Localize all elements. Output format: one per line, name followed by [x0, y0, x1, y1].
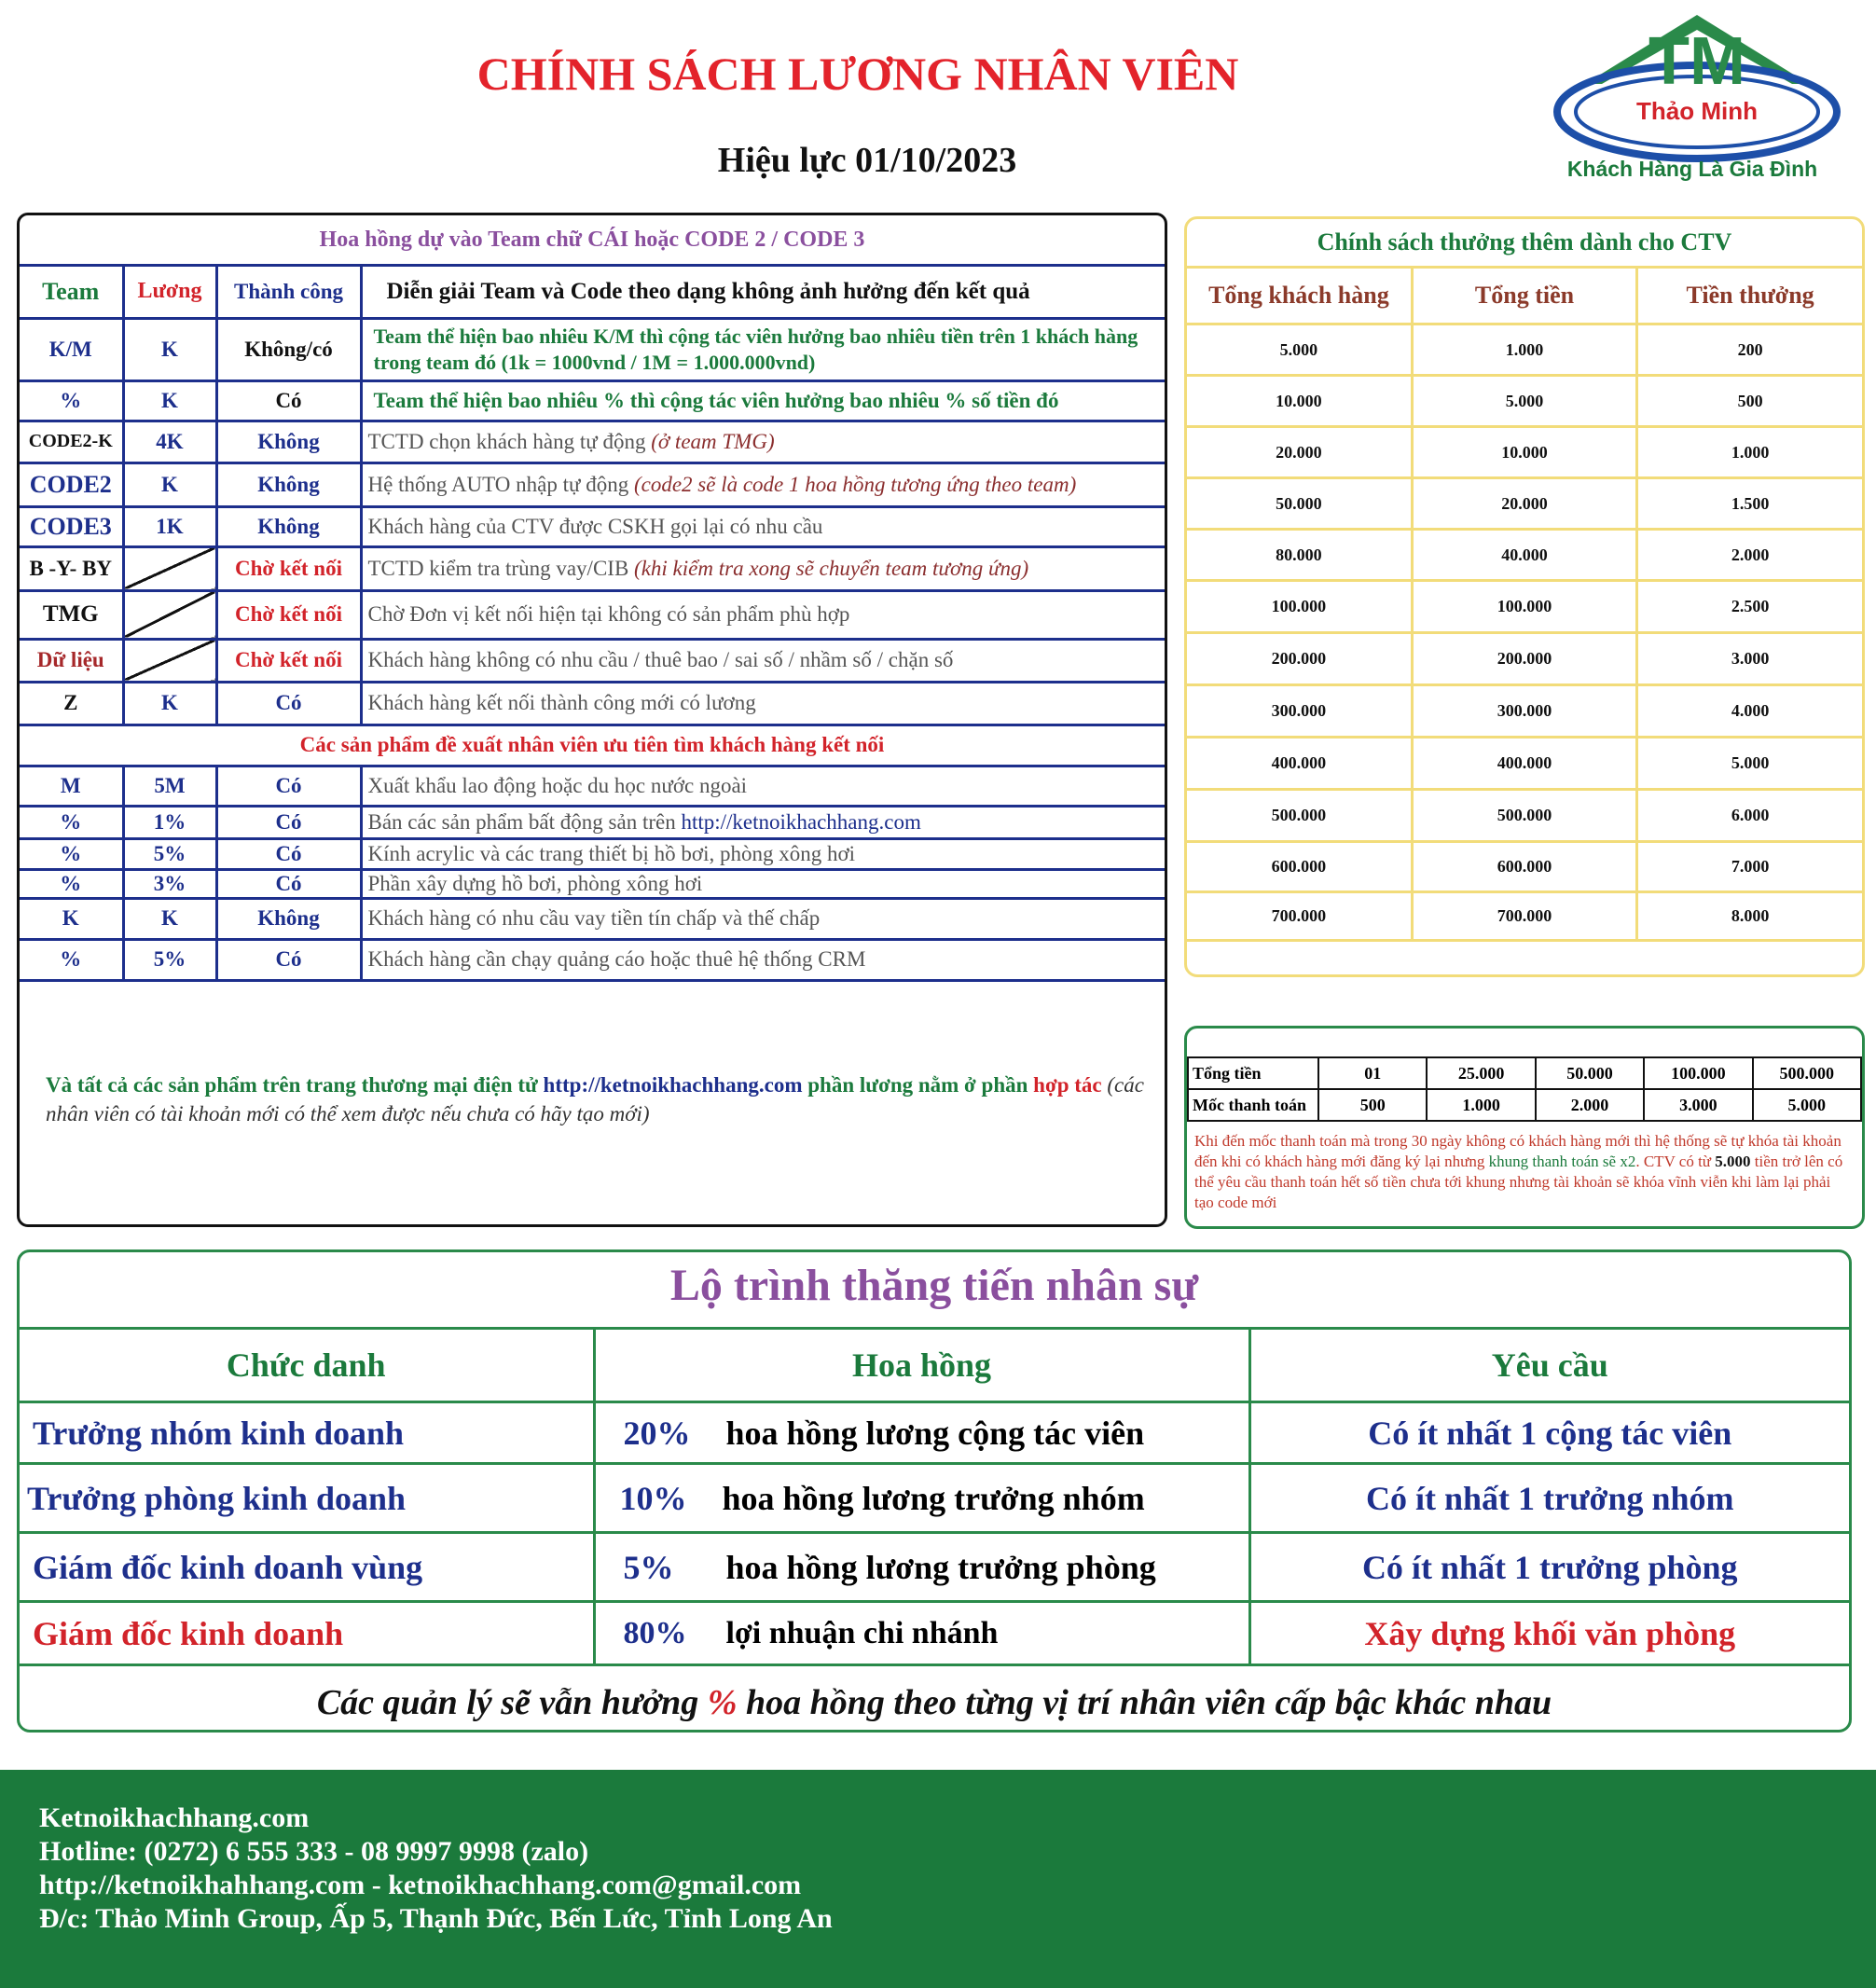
- col-requirement: Yêu cầu: [1249, 1330, 1849, 1402]
- cell-desc: Bán các sản phẩm bất động sản trên http://ketnoikhachhang.com: [361, 806, 1165, 838]
- cell-team: Dữ liệu: [20, 639, 123, 682]
- col-commission: Hoa hồng: [594, 1330, 1249, 1402]
- footer-web-email[interactable]: http://ketnoikhahhang.com - ketnoikhachhang.com@gmail.com: [39, 1870, 802, 1900]
- cell-salary: K: [123, 462, 216, 506]
- cell-salary-empty: [123, 639, 216, 682]
- table-row: [20, 838, 1165, 869]
- table-row: [20, 639, 1165, 682]
- cell-success: Không/có: [216, 318, 361, 380]
- logo-letters: TM: [1648, 24, 1745, 99]
- cell-desc: Khách hàng cần chạy quảng cáo hoặc thuê hệ thống CRM: [361, 939, 1165, 980]
- table-row: [20, 590, 1165, 639]
- cell-salary: 1%: [123, 806, 216, 838]
- col-description: Diễn giải Team và Code theo dạng không ảnh hưởng đến kết quả: [361, 267, 1165, 318]
- table-row: [20, 421, 1165, 462]
- cell-success: Có: [216, 806, 361, 838]
- cell-salary: K: [123, 682, 216, 725]
- cell-team: %: [20, 838, 123, 869]
- col-total-customers: Tổng khách hàng: [1187, 269, 1412, 324]
- cell-commission: 10% hoa hồng lương trưởng nhóm: [594, 1464, 1249, 1533]
- table-row: [20, 506, 1165, 546]
- cell-desc: Chờ Đơn vị kết nối hiện tại không có sản phẩm phù hợp: [361, 590, 1165, 639]
- col-salary: Lương: [123, 267, 216, 318]
- table-row: 200.000 200.000 3.000: [1187, 633, 1862, 685]
- cell-success: Chờ kết nối: [216, 590, 361, 639]
- table-row: 300.000 300.000 4.000: [1187, 685, 1862, 738]
- cell-desc: Khách hàng có nhu cầu vay tiền tín chấp và thế chấp: [361, 898, 1165, 939]
- table-row: 5.000 1.000 200: [1187, 324, 1862, 376]
- table-row: 10.000 5.000 500: [1187, 376, 1862, 427]
- cell-team: M: [20, 766, 123, 806]
- cell-team: Z: [20, 682, 123, 725]
- cell-salary-empty: [123, 590, 216, 639]
- cell-desc: Khách hàng của CTV được CSKH gọi lại có nhu cầu: [361, 506, 1165, 546]
- career-path-panel: [17, 1249, 1852, 1733]
- table-row: [20, 939, 1165, 980]
- cell-team: %: [20, 380, 123, 421]
- cell-requirement: Có ít nhất 1 cộng tác viên: [1249, 1402, 1849, 1464]
- cell-team: %: [20, 806, 123, 838]
- cell-requirement: Có ít nhất 1 trưởng phòng: [1249, 1533, 1849, 1602]
- cell-desc: Khách hàng không có nhu cầu / thuê bao / sai số / nhầm số / chặn số: [361, 639, 1165, 682]
- cell-commission: 80% lợi nhuận chi nhánh: [594, 1602, 1249, 1665]
- cell-team: CODE2: [20, 462, 123, 506]
- table-row: 400.000 400.000 5.000: [1187, 738, 1862, 790]
- cell-salary: K: [123, 380, 216, 421]
- cell-team: %: [20, 939, 123, 980]
- table-row: [20, 318, 1165, 380]
- footnote-link[interactable]: http://ketnoikhachhang.com: [543, 1073, 803, 1097]
- cell-success: Chờ kết nối: [216, 546, 361, 590]
- table-row: Tổng tiền 01 25.000 50.000 100.000 500.000: [1188, 1057, 1861, 1089]
- ketnoi-link[interactable]: http://ketnoikhachhang.com: [681, 809, 921, 834]
- table-row: 700.000 700.000 8.000: [1187, 892, 1862, 941]
- cell-role: Giám đốc kinh doanh vùng: [20, 1533, 594, 1602]
- table-row: [20, 682, 1165, 725]
- table-row: 80.000 40.000 2.000: [1187, 530, 1862, 581]
- cell-success: Không: [216, 462, 361, 506]
- cell-desc: Hệ thống AUTO nhập tự động (code2 sẽ là code 1 hoa hồng tương ứng theo team): [361, 462, 1165, 506]
- cell-success: Có: [216, 380, 361, 421]
- cell-team: K: [20, 898, 123, 939]
- table-row: 20.000 10.000 1.000: [1187, 427, 1862, 478]
- cell-desc: TCTD chọn khách hàng tự động (ở team TMG): [361, 421, 1165, 462]
- table-row: 50.000 20.000 1.500: [1187, 478, 1862, 530]
- cell-success: Có: [216, 869, 361, 898]
- logo-brand: Thảo Minh: [1636, 97, 1758, 125]
- col-role: Chức danh: [20, 1330, 594, 1402]
- career-title: Lộ trình thăng tiến nhân sự: [20, 1252, 1849, 1330]
- products-title: Các sản phẩm đề xuất nhân viên ưu tiên tìm khách hàng kết nối: [20, 725, 1165, 766]
- cell-team: CODE2-K: [20, 421, 123, 462]
- cell-success: Không: [216, 421, 361, 462]
- commission-footnote: Và tất cả các sản phẩm trên trang thương mại điện tử http://ketnoikhachhang.com phần lương nằm ở phần hợp tác (các nhân viên có tài khoản mới có thể xem được nếu chưa có hãy tạo mới): [46, 1073, 1144, 1125]
- col-success: Thành công: [216, 267, 361, 318]
- table-row: [20, 380, 1165, 421]
- table-row: [20, 806, 1165, 838]
- cell-salary: K: [123, 318, 216, 380]
- payment-milestones-panel: [1184, 1026, 1865, 1229]
- commission-table: [20, 267, 1165, 982]
- cell-success: Không: [216, 898, 361, 939]
- table-row: [20, 462, 1165, 506]
- cell-requirement: Xây dựng khối văn phòng: [1249, 1602, 1849, 1665]
- table-row: [20, 766, 1165, 806]
- cell-team: TMG: [20, 590, 123, 639]
- cell-salary-empty: [123, 546, 216, 590]
- contact-footer: [0, 1770, 1876, 1988]
- cell-salary: 5%: [123, 838, 216, 869]
- col-team: Team: [20, 267, 123, 318]
- cell-commission: 5% hoa hồng lương trưởng phòng: [594, 1533, 1249, 1602]
- cell-desc: TCTD kiểm tra trùng vay/CIB (khi kiểm tra xong sẽ chuyển team tương ứng): [361, 546, 1165, 590]
- cell-desc: Khách hàng kết nối thành công mới có lương: [361, 682, 1165, 725]
- cell-success: Có: [216, 766, 361, 806]
- cell-team: %: [20, 869, 123, 898]
- cell-salary: 4K: [123, 421, 216, 462]
- table-row: [20, 1402, 1849, 1464]
- payment-table: [1187, 1056, 1862, 1122]
- cell-role: Giám đốc kinh doanh: [20, 1602, 594, 1665]
- logo-slogan: Khách Hàng Là Gia Đình: [1566, 157, 1818, 181]
- col-total-money: Tổng tiền: [1412, 269, 1636, 324]
- footer-address: Đ/c: Thảo Minh Group, Ấp 5, Thạnh Đức, Bến Lức, Tỉnh Long An: [39, 1903, 833, 1934]
- cell-desc: Phần xây dựng hồ bơi, phòng xông hơi: [361, 869, 1165, 898]
- career-footnote: Các quản lý sẽ vẫn hưởng % hoa hồng theo từng vị trí nhân viên cấp bậc khác nhau: [316, 1683, 1552, 1722]
- cell-salary: 1K: [123, 506, 216, 546]
- cell-desc: Team thể hiện bao nhiêu K/M thì cộng tác viên hưởng bao nhiêu tiền trên 1 khách hàng trong team đó (1k = 1000vnd / 1M = 1.000.000vnd): [361, 318, 1165, 380]
- payment-note: Khi đến mốc thanh toán mà trong 30 ngày không có khách hàng mới thì hệ thống sẽ tự khóa tài khoản đến khi có khách hàng mới đăng ký lại nhưng khung thanh toán sẽ x2. CTV có từ 5.000 tiền trở lên có thể yêu cầu thanh toán hết số tiền chưa tới khung nhưng tài khoản sẽ khóa vĩnh viễn khi làm lại phải tạo code mới: [1194, 1132, 1843, 1211]
- bonus-table: [1187, 269, 1862, 942]
- cell-role: Trưởng nhóm kinh doanh: [20, 1402, 594, 1464]
- table-row: 100.000 100.000 2.500: [1187, 581, 1862, 633]
- cell-success: Có: [216, 682, 361, 725]
- cell-role: Trưởng phòng kinh doanh: [20, 1464, 594, 1533]
- table-row: [20, 1464, 1849, 1533]
- cell-team: K/M: [20, 318, 123, 380]
- table-row: 600.000 600.000 7.000: [1187, 842, 1862, 892]
- table-row: [20, 1533, 1849, 1602]
- cell-requirement: Có ít nhất 1 trưởng nhóm: [1249, 1464, 1849, 1533]
- footer-site[interactable]: Ketnoikhachhang.com: [39, 1802, 310, 1833]
- ctv-bonus-panel: [1184, 216, 1865, 977]
- cell-success: Có: [216, 838, 361, 869]
- cell-team: B -Y- BY: [20, 546, 123, 590]
- cell-success: Có: [216, 939, 361, 980]
- cell-commission: 20% hoa hồng lương cộng tác viên: [594, 1402, 1249, 1464]
- cell-salary: 5%: [123, 939, 216, 980]
- cell-salary: K: [123, 898, 216, 939]
- commission-panel: [17, 213, 1167, 1227]
- col-bonus: Tiền thưởng: [1637, 269, 1862, 324]
- career-table: [20, 1330, 1849, 1666]
- page-title: CHÍNH SÁCH LƯƠNG NHÂN VIÊN: [476, 48, 1239, 100]
- table-row: [20, 1602, 1849, 1665]
- cell-success: Không: [216, 506, 361, 546]
- table-row: [20, 869, 1165, 898]
- footer-hotline: Hotline: (0272) 6 555 333 - 08 9997 9998 (zalo): [39, 1836, 589, 1867]
- cell-desc: Kính acrylic và các trang thiết bị hồ bơi, phòng xông hơi: [361, 838, 1165, 869]
- row-label-total: Tổng tiền: [1188, 1057, 1318, 1089]
- cell-salary: 5M: [123, 766, 216, 806]
- table-row: [20, 546, 1165, 590]
- cell-desc: Team thể hiện bao nhiêu % thì cộng tác viên hưởng bao nhiêu % số tiền đó: [361, 380, 1165, 421]
- effective-date: Hiệu lực 01/10/2023: [717, 141, 1017, 180]
- bonus-title: Chính sách thưởng thêm dành cho CTV: [1187, 219, 1862, 269]
- table-row: Mốc thanh toán 500 1.000 2.000 3.000 5.000: [1188, 1089, 1861, 1121]
- table-row: [20, 898, 1165, 939]
- cell-salary: 3%: [123, 869, 216, 898]
- commission-title: Hoa hồng dự vào Team chữ CÁI hoặc CODE 2 / CODE 3: [20, 215, 1165, 267]
- row-label-milestone: Mốc thanh toán: [1188, 1089, 1318, 1121]
- cell-success: Chờ kết nối: [216, 639, 361, 682]
- table-row: 500.000 500.000 6.000: [1187, 790, 1862, 842]
- cell-desc: Xuất khẩu lao động hoặc du học nước ngoài: [361, 766, 1165, 806]
- cell-team: CODE3: [20, 506, 123, 546]
